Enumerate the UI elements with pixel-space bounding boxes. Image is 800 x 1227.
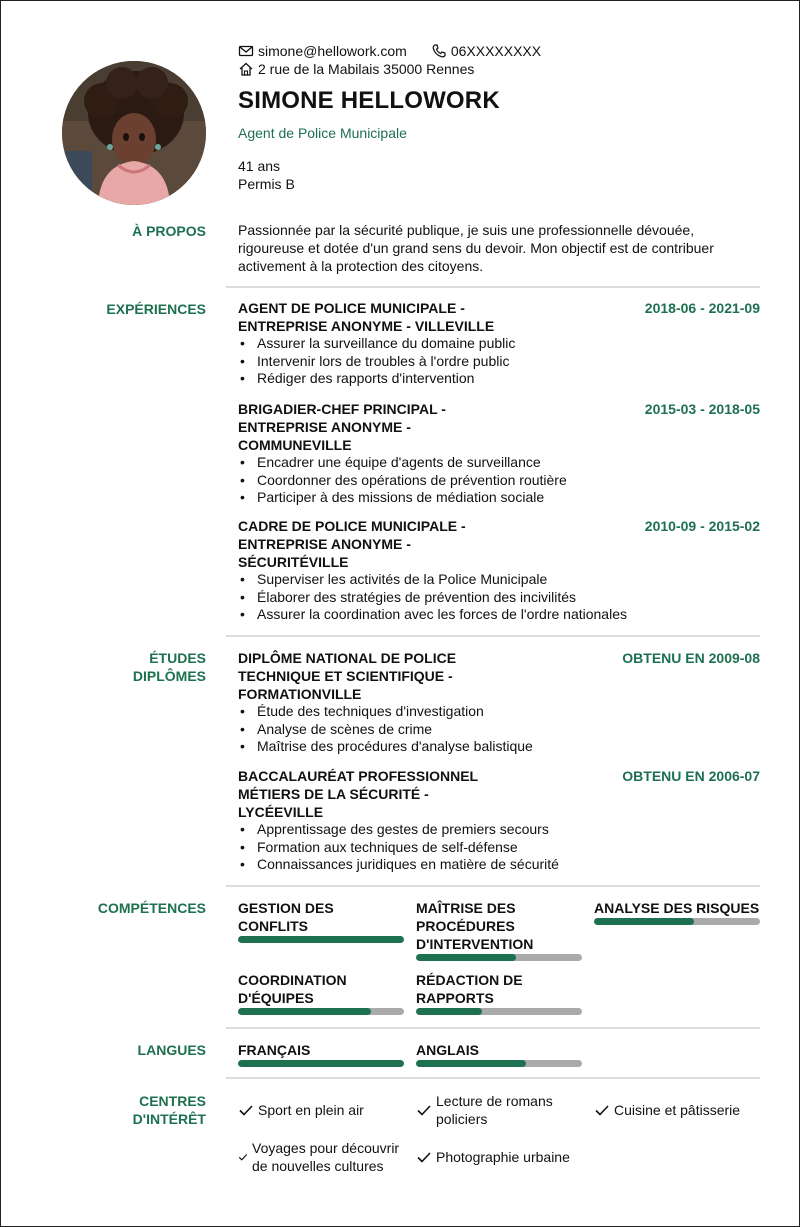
skill-bar: [416, 954, 582, 961]
check-icon: [594, 1102, 610, 1118]
email-icon: [238, 43, 254, 59]
skill-item: [238, 971, 404, 1015]
language-label: FRANÇAIS: [238, 1042, 311, 1058]
skill-bar-fill: [238, 936, 404, 943]
interest-label: Lecture de romans policiers: [436, 1093, 553, 1127]
list-item: • Analyse de scènes de crime: [238, 721, 760, 739]
section-label-interests: [41, 1092, 206, 1128]
entry-title: AGENT DE POLICE MUNICIPALE - ENTREPRISE ANONYME - VILLEVILLE: [238, 300, 495, 334]
divider: [226, 286, 760, 288]
interest-label: Voyages pour découvrir de nouvelles cultures: [252, 1140, 400, 1174]
entry-bullets: [238, 821, 760, 874]
language-bar: [238, 1060, 404, 1067]
skill-label: GESTION DES CONFLITS: [238, 900, 334, 934]
list-item: • Connaissances juridiques en matière de sécurité: [238, 856, 760, 874]
address-text: 2 rue de la Mabilais 35000 Rennes: [258, 61, 475, 77]
contact-block: [238, 42, 541, 78]
check-icon: [238, 1149, 248, 1165]
check-icon: [238, 1102, 254, 1118]
skill-label: ANALYSE DES RISQUES: [594, 900, 760, 916]
job-title: Agent de Police Municipale: [238, 125, 407, 141]
entry-date: 2018-06 - 2021-09: [644, 300, 760, 316]
section-label-line: CENTRES: [139, 1093, 206, 1109]
skill-bar: [416, 1008, 582, 1015]
license-text: Permis B: [238, 176, 295, 192]
interest-item: [594, 1101, 764, 1119]
home-icon: [238, 61, 254, 77]
education-entry: [238, 649, 760, 756]
experience-entry: [238, 299, 760, 388]
language-item: [416, 1041, 582, 1067]
section-label-about: À PROPOS: [132, 223, 206, 239]
divider: [226, 885, 760, 887]
skill-bar-fill: [416, 1008, 482, 1015]
entry-title: BRIGADIER-CHEF PRINCIPAL - ENTREPRISE ANONYME - COMMUNEVILLE: [238, 401, 446, 453]
language-label: ANGLAIS: [416, 1042, 479, 1058]
list-item: • Rédiger des rapports d'intervention: [238, 370, 760, 388]
phone-text[interactable]: 06XXXXXXXX: [450, 43, 542, 59]
section-label-education: [41, 649, 206, 685]
section-label-experience: EXPÉRIENCES: [106, 301, 206, 317]
check-icon: [416, 1149, 432, 1165]
section-label-languages: LANGUES: [137, 1042, 206, 1058]
education-entry: [238, 767, 760, 874]
entry-date: 2010-09 - 2015-02: [644, 518, 760, 534]
interest-label: Sport en plein air: [258, 1102, 364, 1118]
check-icon: [416, 1102, 432, 1118]
section-label-line: D'INTÉRÊT: [132, 1111, 206, 1127]
skill-item: [594, 899, 760, 925]
entry-title: DIPLÔME NATIONAL DE POLICE TECHNIQUE ET SCIENTIFIQUE - FORMATIONVILLE: [238, 650, 457, 702]
list-item: • Assurer la coordination avec les forces de l'ordre nationales: [238, 606, 760, 624]
interest-item: [238, 1139, 413, 1175]
list-item: • Étude des techniques d'investigation: [238, 703, 760, 721]
list-item: • Superviser les activités de la Police Municipale: [238, 571, 760, 589]
skill-label: RÉDACTION DE RAPPORTS: [416, 972, 523, 1006]
list-item: • Participer à des missions de médiation sociale: [238, 489, 760, 507]
entry-bullets: [238, 335, 760, 388]
skill-bar-fill: [594, 918, 694, 925]
entry-date: OBTENU EN 2006-07: [622, 768, 760, 784]
interest-item: [416, 1092, 576, 1128]
skill-bar-fill: [238, 1008, 371, 1015]
skill-bar: [238, 936, 404, 943]
age-text: 41 ans: [238, 158, 281, 174]
skill-bar: [594, 918, 760, 925]
skill-bar-fill: [416, 954, 516, 961]
entry-date: OBTENU EN 2009-08: [622, 650, 760, 666]
skill-bar: [238, 1008, 404, 1015]
list-item: • Maîtrise des procédures d'analyse balistique: [238, 738, 760, 756]
profile-photo: [62, 61, 206, 205]
list-item: • Élaborer des stratégies de prévention des incivilités: [238, 589, 760, 607]
interest-label: Photographie urbaine: [436, 1149, 570, 1165]
section-label-line: DIPLÔMES: [132, 668, 206, 684]
language-bar: [416, 1060, 582, 1067]
list-item: • Encadrer une équipe d'agents de surveillance: [238, 454, 760, 472]
interest-label: Cuisine et pâtisserie: [614, 1102, 741, 1118]
entry-title: CADRE DE POLICE MUNICIPALE - ENTREPRISE ANONYME - SÉCURITÉVILLE: [238, 518, 466, 570]
divider: [226, 1027, 760, 1029]
skill-item: [416, 899, 582, 961]
experience-entry: [238, 400, 760, 507]
entry-bullets: [238, 454, 760, 507]
list-item: • Apprentissage des gestes de premiers secours: [238, 821, 760, 839]
phone-icon: [431, 43, 447, 59]
list-item: • Formation aux techniques de self-défense: [238, 839, 760, 857]
interest-item: [238, 1101, 408, 1119]
personal-info: [238, 157, 295, 193]
list-item: • Intervenir lors de troubles à l'ordre public: [238, 353, 760, 371]
candidate-name: SIMONE HELLOWORK: [238, 87, 500, 114]
section-label-line: ÉTUDES: [149, 650, 206, 666]
section-label-skills: COMPÉTENCES: [97, 900, 206, 916]
skill-label: COORDINATION D'ÉQUIPES: [238, 972, 347, 1006]
experience-entry: [238, 517, 760, 624]
email-text[interactable]: simone@hellowork.com: [258, 43, 407, 59]
entry-bullets: [238, 571, 760, 624]
entry-title: BACCALAURÉAT PROFESSIONNEL MÉTIERS DE LA SÉCURITÉ - LYCÉEVILLE: [238, 768, 478, 820]
skill-item: [238, 899, 404, 943]
list-item: • Assurer la surveillance du domaine public: [238, 335, 760, 353]
entry-date: 2015-03 - 2018-05: [644, 401, 760, 417]
language-item: [238, 1041, 404, 1067]
entry-bullets: [238, 703, 760, 756]
divider: [226, 635, 760, 637]
interest-item: [416, 1148, 586, 1166]
divider: [226, 1077, 760, 1079]
skill-label: MAÎTRISE DES PROCÉDURES D'INTERVENTION: [416, 900, 534, 952]
language-bar-fill: [238, 1060, 404, 1067]
language-bar-fill: [416, 1060, 526, 1067]
about-text: Passionnée par la sécurité publique, je suis une professionnelle dévouée, rigoureuse et dotée d'un grand sens du devoir. Mon objectif est de contribuer activement à la protection des citoyens.: [238, 222, 714, 274]
skill-item: [416, 971, 582, 1015]
list-item: • Coordonner des opérations de prévention routière: [238, 472, 760, 490]
